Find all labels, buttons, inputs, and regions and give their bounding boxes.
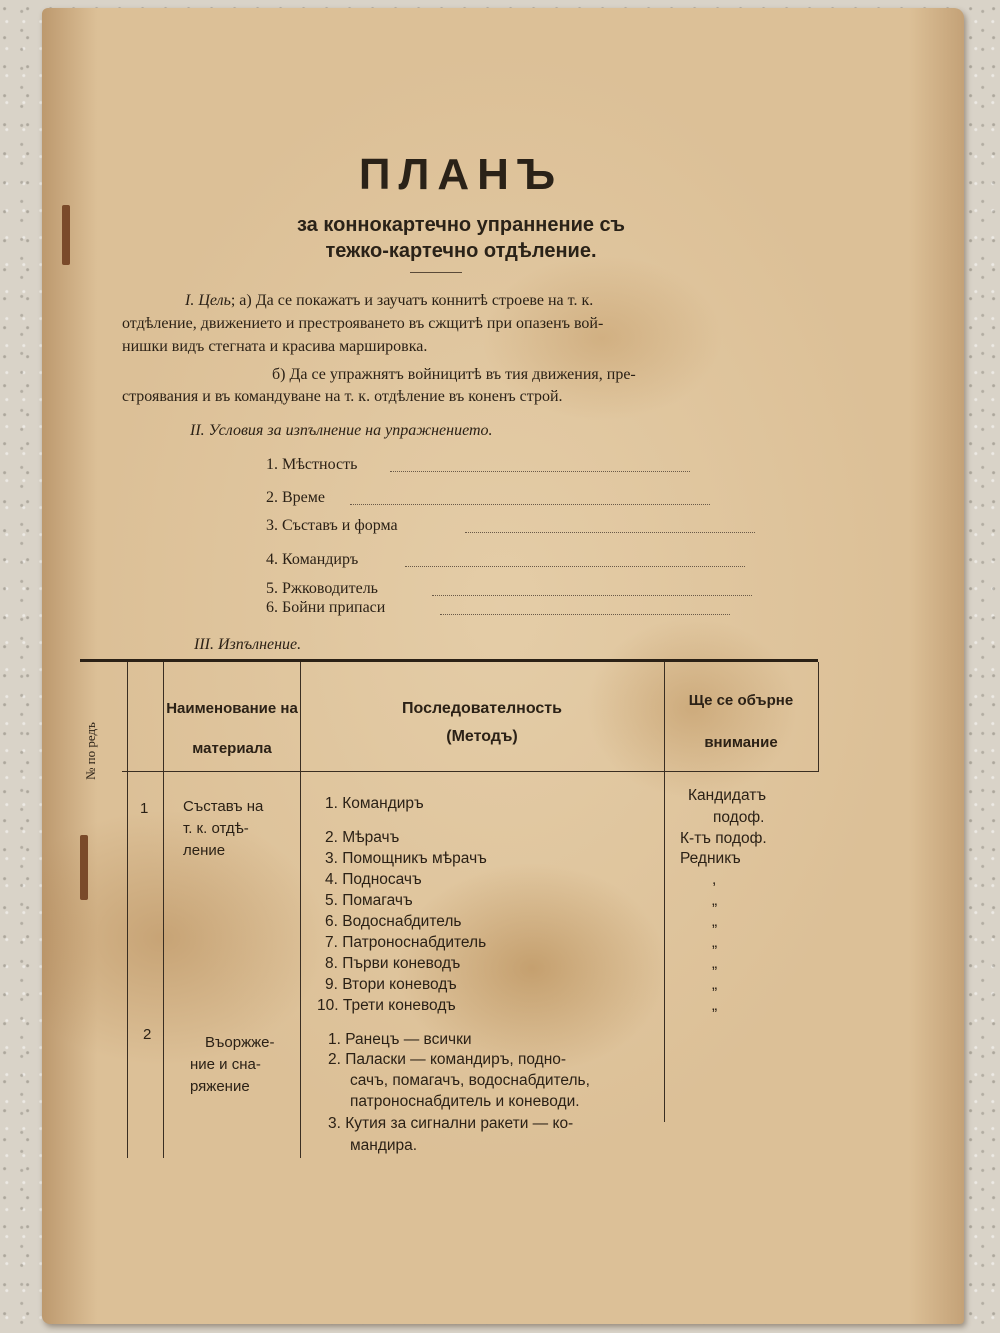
fill-line [405, 565, 745, 567]
section-3-heading: III. Изпълнение. [194, 636, 302, 653]
row-2-name-line-2: ние и сна- [190, 1056, 261, 1073]
row-1-attention: , [712, 871, 717, 888]
condition-item-commander: 4. Командиръ [266, 551, 359, 568]
section-1-b-line-1: б) Да се упражнятъ войницитѣ въ тия движения, пре- [272, 366, 636, 383]
row-2-number: 2 [143, 1026, 152, 1043]
condition-item-leader: 5. Ржководитель [266, 580, 378, 597]
row-1-seq-item: 10. Трети коневодъ [317, 997, 456, 1014]
condition-item-time: 2. Време [266, 489, 325, 506]
row-2-name-line-3: ряжение [190, 1078, 250, 1095]
condition-item-place: 1. Мѣстность [266, 456, 358, 473]
table-header-divider [122, 771, 818, 772]
table-col-line [664, 662, 665, 1122]
subtitle-line-2: тежко-картечно отдѣление. [325, 240, 597, 262]
page-title: ПЛАНЪ [358, 150, 564, 199]
subtitle-line-1: за коннокартечно упраннение съ [297, 214, 625, 236]
row-1-attention: „ [712, 955, 718, 972]
row-1-attention: Кандидатъ [688, 787, 767, 804]
table-col-line [127, 662, 128, 1158]
row-1-attention: К-тъ подоф. [680, 830, 767, 847]
row-1-seq-item: 6. Водоснабдитель [325, 913, 462, 930]
section-1-a-line-3: нишки видъ стегната и красива маршировка. [122, 338, 428, 355]
row-1-seq-item: 9. Втори коневодъ [325, 976, 457, 993]
row-1-attention: подоф. [713, 809, 765, 826]
column-header-name-line-1: Наименование на [166, 700, 298, 717]
row-1-attention: „ [712, 997, 718, 1014]
fill-line [350, 503, 710, 505]
row-1-seq-item: 7. Патроноснабдитель [325, 934, 487, 951]
section-1-label: I. Цель [185, 292, 231, 309]
section-1-line-1 [185, 290, 825, 312]
row-2-name-line-1: Въоржже- [205, 1034, 275, 1051]
table-col-line [818, 662, 819, 772]
column-header-sequence-line-2: (Методъ) [446, 728, 518, 745]
row-2-seq-item: 1. Ранецъ — всички [328, 1031, 472, 1048]
column-header-sequence-line-1: Последователность [402, 700, 562, 717]
section-2-heading: II. Условия за изпълнение на упражнението. [190, 422, 493, 439]
row-1-seq-item: 5. Помагачъ [325, 892, 413, 909]
row-1-seq-item: 2. Мѣрачъ [325, 829, 400, 846]
section-1-a-line-1: ; а) Да се покажатъ и заучатъ коннитѣ строеве на т. к. [230, 292, 594, 309]
row-1-number: 1 [140, 800, 149, 817]
fill-line [390, 470, 690, 472]
row-1-seq-item: 4. Подносачъ [325, 871, 422, 888]
section-1-b-line-2: строявания и въ командуване на т. к. отдѣление въ коненъ строй. [122, 388, 563, 405]
fill-line [432, 594, 752, 596]
fill-line [440, 613, 730, 615]
section-1-a-line-2: отдѣление, движението и престрояването въ сжщитѣ при опазенъ вой- [122, 315, 604, 332]
table-col-line [163, 662, 164, 1158]
row-2-seq-item: патроноснабдитель и коневоди. [350, 1093, 580, 1110]
column-header-number: № по редъ [83, 722, 98, 780]
table-top-border [80, 659, 818, 662]
row-2-seq-item: сачъ, помагачъ, водоснабдитель, [350, 1072, 590, 1089]
row-2-seq-item: мандира. [350, 1137, 418, 1154]
condition-item-composition: 3. Съставъ и форма [266, 517, 398, 534]
row-1-name-line-2: т. к. отдѣ- [183, 820, 249, 837]
row-1-attention: „ [712, 934, 718, 951]
row-1-seq-item: 3. Помощникъ мѣрачъ [325, 850, 487, 867]
column-header-attention-line-2: внимание [704, 734, 778, 751]
row-1-attention: „ [712, 976, 718, 993]
row-1-name-line-1: Съставъ на [183, 798, 264, 815]
row-2-seq-item: 2. Паласки — командиръ, подно- [328, 1051, 567, 1068]
column-header-name-line-2: материала [192, 740, 272, 757]
row-1-attention: Редникъ [680, 850, 741, 867]
row-1-name-line-3: ление [183, 842, 226, 859]
fill-line [465, 531, 755, 533]
row-1-attention: „ [712, 913, 718, 930]
row-1-seq-item: 1. Командиръ [325, 795, 424, 812]
row-1-seq-item: 8. Първи коневодъ [325, 955, 461, 972]
condition-item-ammo: 6. Бойни припаси [266, 599, 386, 616]
row-2-seq-item: 3. Кутия за сигнални ракети — ко- [328, 1115, 574, 1132]
binding-thread [80, 835, 88, 900]
column-header-attention-line-1: Ще се обърне [688, 692, 794, 709]
row-1-attention: „ [712, 892, 718, 909]
title-divider [410, 272, 462, 273]
